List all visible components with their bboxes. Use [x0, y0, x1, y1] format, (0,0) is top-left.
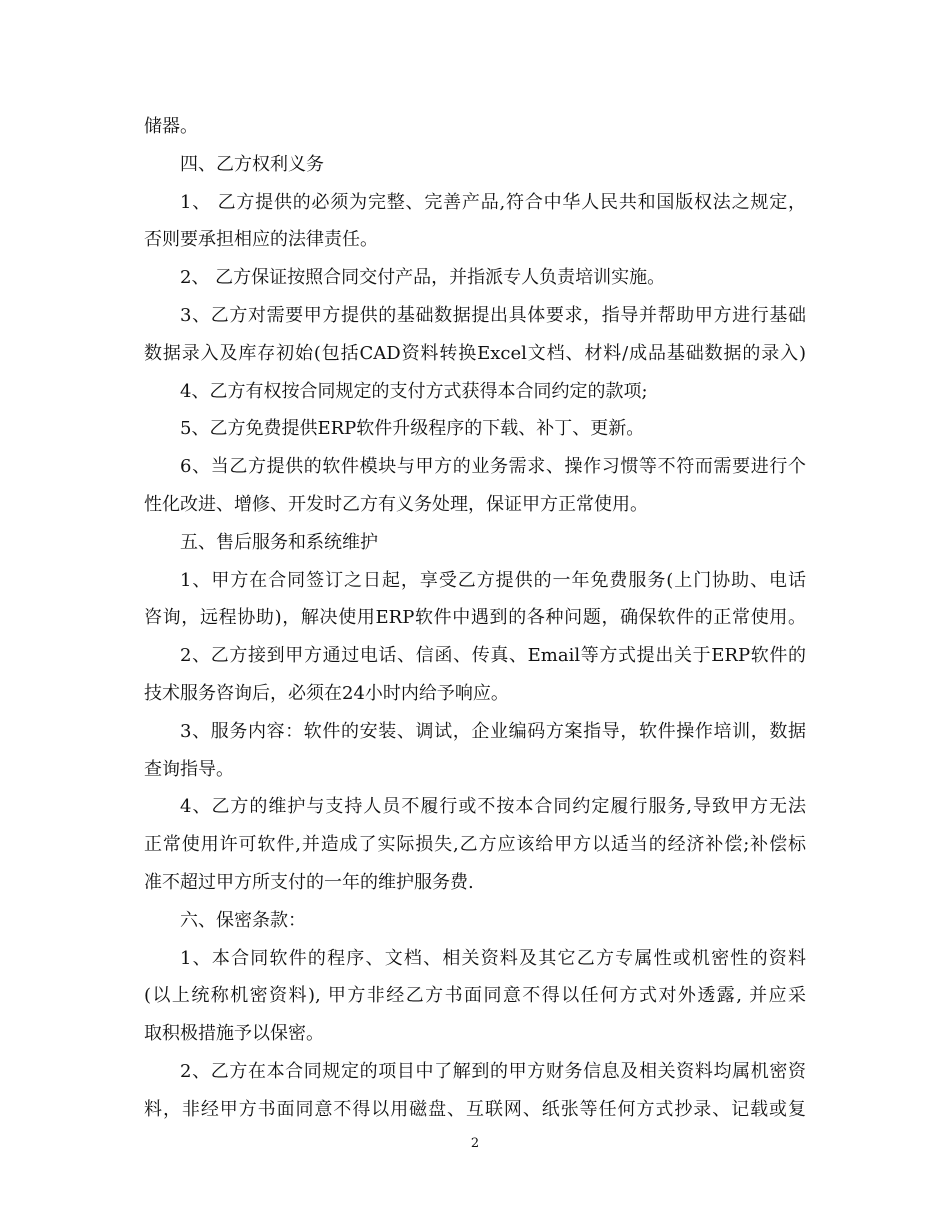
text-line: 2、乙方接到甲方通过电话、信函、传真、Email等方式提出关于ERP软件的 — [180, 645, 806, 667]
text-line: 4、乙方有权按合同规定的支付方式获得本合同约定的款项; — [180, 380, 648, 402]
text-line: 1、本合同软件的程序、文档、相关资料及其它乙方专属性或机密性的资料 — [180, 947, 806, 969]
text-line: 4、乙方的维护与支持人员不履行或不按本合同约定履行服务,导致甲方无法 — [180, 796, 806, 818]
text-line: 咨询，远程协助)，解决使用ERP软件中遇到的各种问题，确保软件的正常使用。 — [144, 607, 806, 629]
text-line: 否则要承担相应的法律责任。 — [144, 229, 378, 251]
section-heading-4: 四、乙方权利义务 — [180, 153, 324, 175]
text-line: 数据录入及库存初始(包括CAD资料转换Excel文档、材料/成品基础数据的录入) — [144, 342, 806, 364]
section-heading-6: 六、保密条款： — [180, 909, 306, 931]
text-line: 查询指导。 — [144, 758, 234, 780]
text-line: (以上统称机密资料), 甲方非经乙方书面同意不得以任何方式对外透露, 并应采 — [144, 985, 806, 1007]
text-line: 1、 乙方提供的必须为完整、完善产品,符合中华人民共和国版权法之规定， — [180, 191, 806, 213]
text-line: 2、乙方在本合同规定的项目中了解到的甲方财务信息及相关资料均属机密资 — [180, 1060, 806, 1082]
document-body — [144, 108, 806, 1129]
text-line: 6、当乙方提供的软件模块与甲方的业务需求、操作习惯等不符而需要进行个 — [180, 456, 806, 478]
text-line: 3、乙方对需要甲方提供的基础数据提出具体要求，指导并帮助甲方进行基础 — [180, 304, 806, 326]
text-line: 正常使用许可软件,并造成了实际损失,乙方应该给甲方以适当的经济补偿;补偿标 — [144, 834, 806, 856]
text-line: 2、 乙方保证按照合同交付产品，并指派专人负责培训实施。 — [180, 267, 666, 289]
text-line: 1、甲方在合同签订之日起，享受乙方提供的一年免费服务(上门协助、电话 — [180, 569, 806, 591]
text-line: 5、乙方免费提供ERP软件升级程序的下载、补丁、更新。 — [180, 418, 645, 440]
section-heading-5: 五、售后服务和系统维护 — [180, 531, 378, 553]
text-line: 储器。 — [144, 116, 198, 137]
text-line: 取积极措施予以保密。 — [144, 1023, 324, 1045]
page-number: 2 — [470, 1136, 480, 1151]
text-line: 3、服务内容：软件的安装、调试，企业编码方案指导，软件操作培训，数据 — [180, 720, 806, 742]
text-line: 准不超过甲方所支付的一年的维护服务费. — [144, 871, 474, 893]
text-line: 技术服务咨询后，必须在24小时内给予响应。 — [144, 682, 509, 704]
text-line: 性化改进、增修、开发时乙方有义务处理，保证甲方正常使用。 — [144, 493, 648, 515]
text-line: 料，非经甲方书面同意不得以用磁盘、互联网、纸张等任何方式抄录、记载或复 — [144, 1098, 806, 1120]
